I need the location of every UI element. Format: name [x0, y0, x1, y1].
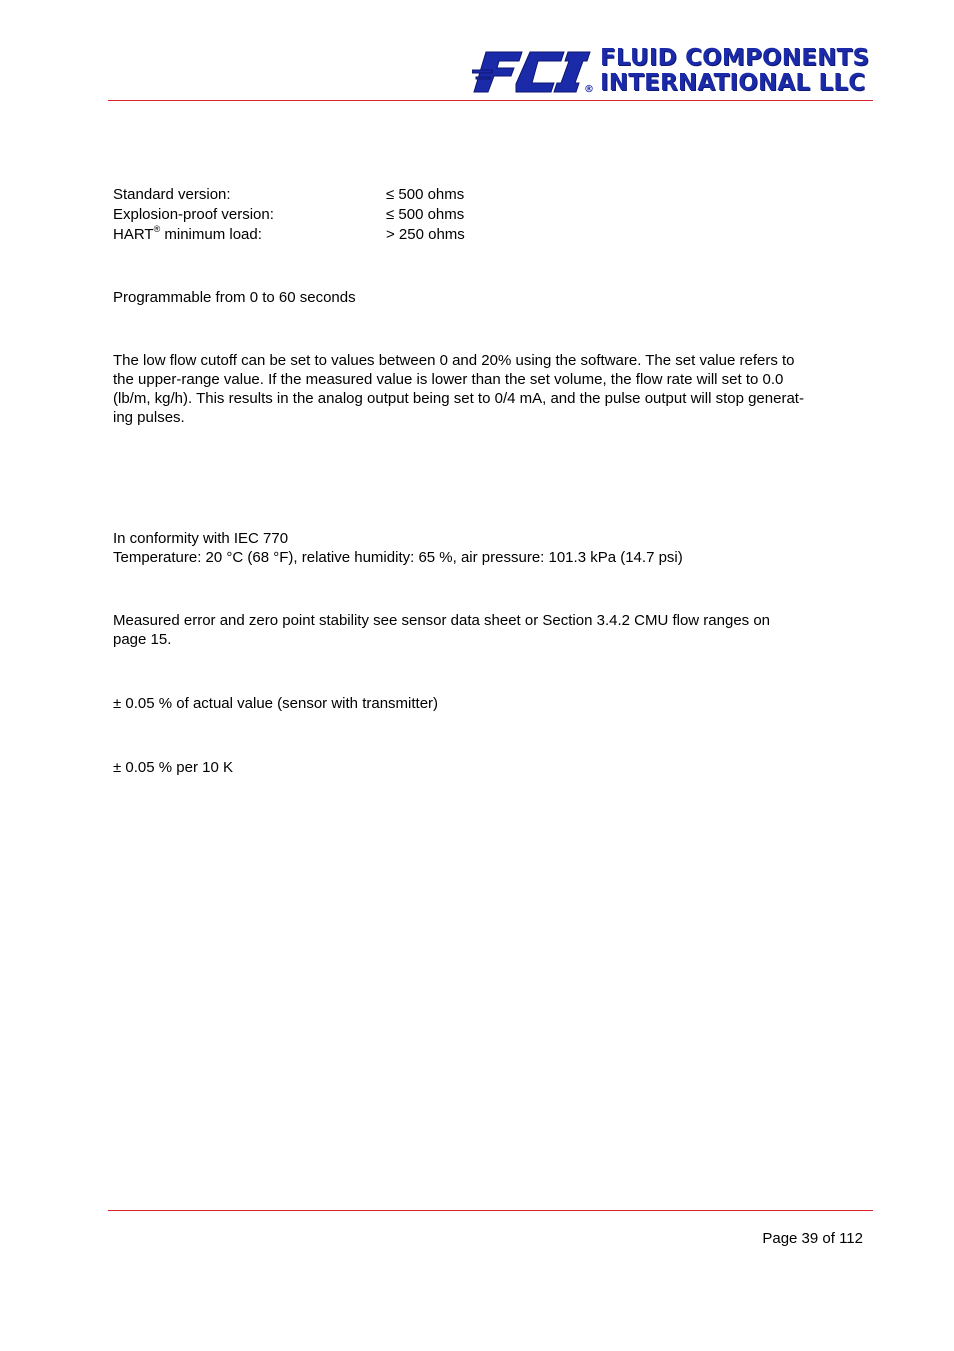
registered-mark: ® — [584, 84, 594, 95]
hart-label-rest: minimum load: — [160, 226, 262, 243]
measured-error-line-2: page 15. — [113, 631, 172, 648]
load-label-explosion-proof: Explosion-proof version: — [113, 206, 274, 223]
company-name-line1: FLUID COMPONENTS — [600, 45, 870, 71]
load-label-standard: Standard version: — [113, 186, 231, 203]
load-label-hart — [113, 225, 262, 244]
damping-text: Programmable from 0 to 60 seconds — [113, 289, 356, 306]
reference-conditions-line-1: In conformity with IEC 770 — [113, 530, 289, 547]
header-rule — [108, 100, 873, 101]
low-flow-line-1: The low flow cutoff can be set to values between 0 and 20% using the software. The set value refers to — [113, 352, 795, 369]
page-number: Page 39 of 112 — [762, 1230, 863, 1247]
measured-error-line-1: Measured error and zero point stability see sensor data sheet or Section 3.4.2 CMU flow ranges on — [113, 612, 771, 629]
load-value-hart: > 250 ohms — [386, 226, 465, 243]
low-flow-line-3: (lb/m, kg/h). This results in the analog output being set to 0/4 mA, and the pulse output will stop generat- — [113, 390, 804, 407]
load-value-standard: ≤ 500 ohms — [386, 186, 465, 203]
company-name-line2: INTERNATIONAL LLC — [600, 70, 866, 96]
fci-logo-mark — [472, 44, 600, 100]
reference-conditions-line-2: Temperature: 20 °C (68 °F), relative humidity: 65 %, air pressure: 101.3 kPa (14.7 psi) — [113, 549, 683, 566]
hart-registered-mark: ® — [153, 224, 161, 234]
low-flow-line-2: the upper-range value. If the measured value is lower than the set volume, the flow rate will set to 0.0 — [113, 371, 784, 388]
low-flow-line-4: ing pulses. — [113, 409, 185, 426]
hart-text: HART — [113, 226, 154, 243]
company-logo — [472, 44, 872, 100]
load-value-explosion-proof: ≤ 500 ohms — [386, 206, 465, 223]
temperature-effect-text: ± 0.05 % per 10 K — [113, 759, 233, 776]
repeatability-text: ± 0.05 % of actual value (sensor with transmitter) — [113, 695, 439, 712]
footer-rule — [108, 1210, 873, 1211]
